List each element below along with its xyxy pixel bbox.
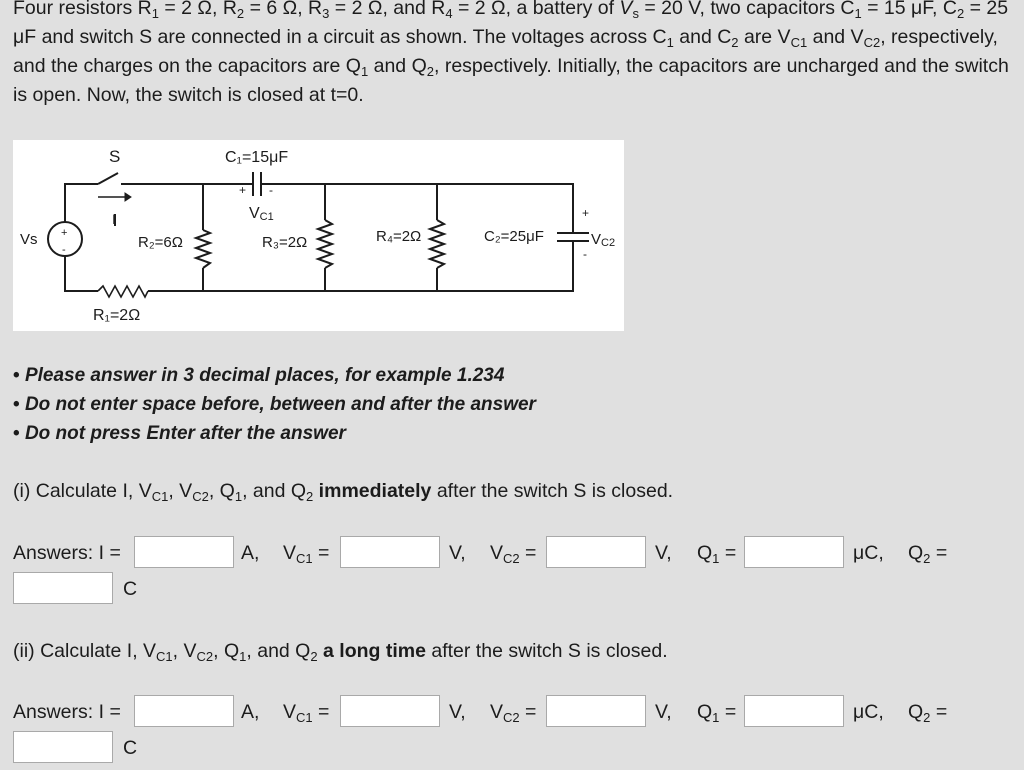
unit-v: V, bbox=[449, 701, 466, 723]
answers-label: Answers: I = bbox=[13, 701, 121, 723]
instruction-item: • Do not enter space before, between and after the answer bbox=[13, 390, 536, 419]
answers-label: Answers: I = bbox=[13, 542, 121, 564]
c1-plus: + bbox=[239, 183, 247, 197]
c2-plus: + bbox=[582, 206, 590, 220]
circuit-diagram bbox=[13, 140, 624, 331]
q2-label: $Q_2$ = bbox=[908, 701, 948, 725]
unit-c: C bbox=[123, 578, 138, 600]
part2-q2-input[interactable] bbox=[13, 731, 113, 763]
part1-i-input[interactable] bbox=[134, 536, 234, 568]
unit-c: C bbox=[123, 737, 138, 759]
part1-q1-input[interactable] bbox=[744, 536, 844, 568]
q2-label: $Q_2$ = bbox=[908, 542, 948, 566]
part1-question: (i) Calculate I, $V_{C1}$, $V_{C2}$, $Q_1$, and $Q_2$ immediately after the switch S is closed. bbox=[13, 480, 674, 504]
c1-minus: - bbox=[269, 183, 273, 197]
problem-statement: Four resistors $R_1 = 2$ Ω, $R_2 = 6$ Ω, $R_3 = 2$ Ω, and $R_4 = 2$ Ω, a battery of $V_s = 20$ V, two capacitors $C_1 = 15$ μF, $C_2 = 25$ μF and switch S are connected in a circuit as shown. The voltages across $C_1$ and $C_2$ are $V_{C1}$ and $V_{C2}$, respectively, and the charges on the capacitors are $Q_1$ and $Q_2$, respectively. Initially, the capacitors are uncharged and the switch is open. Now, the switch is closed at t=0. bbox=[13, 0, 1009, 106]
resistor-r4 bbox=[430, 220, 444, 268]
r4-label: R₄=2Ω bbox=[376, 228, 422, 245]
source-label: Vs bbox=[20, 231, 38, 248]
unit-v: V, bbox=[655, 701, 672, 723]
vc2-label: $V_{C2}$ = bbox=[490, 701, 537, 725]
part2-vc2-input[interactable] bbox=[546, 695, 646, 727]
r1-label: R₁=2Ω bbox=[93, 307, 141, 324]
c1-label: C₁=15μF bbox=[225, 149, 289, 166]
unit-a: A, bbox=[241, 542, 260, 564]
capacitor-c1 bbox=[247, 172, 268, 196]
part2-i-input[interactable] bbox=[134, 695, 234, 727]
vc1-label: VC1 bbox=[249, 205, 274, 223]
part1-vc1-input[interactable] bbox=[340, 536, 440, 568]
vc2-label: VC2 bbox=[591, 231, 616, 249]
source-plus: + bbox=[61, 227, 68, 239]
part1-q2-input[interactable] bbox=[13, 572, 113, 604]
part2-question: (ii) Calculate I, $V_{C1}$, $V_{C2}$, $Q_1$, and $Q_2$ a long time after the switch S is closed. bbox=[13, 640, 668, 664]
r3-label: R₃=2Ω bbox=[262, 234, 308, 251]
current-label: I bbox=[112, 211, 116, 227]
source-minus: - bbox=[62, 244, 66, 256]
q1-label: $Q_1$ = bbox=[697, 701, 737, 725]
part2-vc1-input[interactable] bbox=[340, 695, 440, 727]
r2-label: R₂=6Ω bbox=[138, 234, 183, 251]
c2-label: C₂=25μF bbox=[484, 228, 544, 245]
unit-v: V, bbox=[655, 542, 672, 564]
vc1-label: $V_{C1}$ = bbox=[283, 542, 330, 566]
unit-uc: μC, bbox=[853, 542, 884, 564]
vc2-label: $V_{C2}$ = bbox=[490, 542, 537, 566]
resistor-r2 bbox=[196, 230, 210, 268]
unit-uc: μC, bbox=[853, 701, 884, 723]
resistor-r3 bbox=[318, 220, 332, 268]
part2-q1-input[interactable] bbox=[744, 695, 844, 727]
switch-label: S bbox=[109, 147, 121, 166]
part1-vc2-input[interactable] bbox=[546, 536, 646, 568]
instruction-item: • Do not press Enter after the answer bbox=[13, 419, 536, 448]
q1-label: $Q_1$ = bbox=[697, 542, 737, 566]
c2-minus: - bbox=[583, 247, 587, 261]
instruction-item: • Please answer in 3 decimal places, for example 1.234 bbox=[13, 361, 536, 390]
switch bbox=[98, 173, 118, 184]
instructions-list bbox=[13, 361, 536, 448]
vc1-label: $V_{C1}$ = bbox=[283, 701, 330, 725]
unit-v: V, bbox=[449, 542, 466, 564]
resistor-r1 bbox=[98, 286, 148, 297]
unit-a: A, bbox=[241, 701, 260, 723]
